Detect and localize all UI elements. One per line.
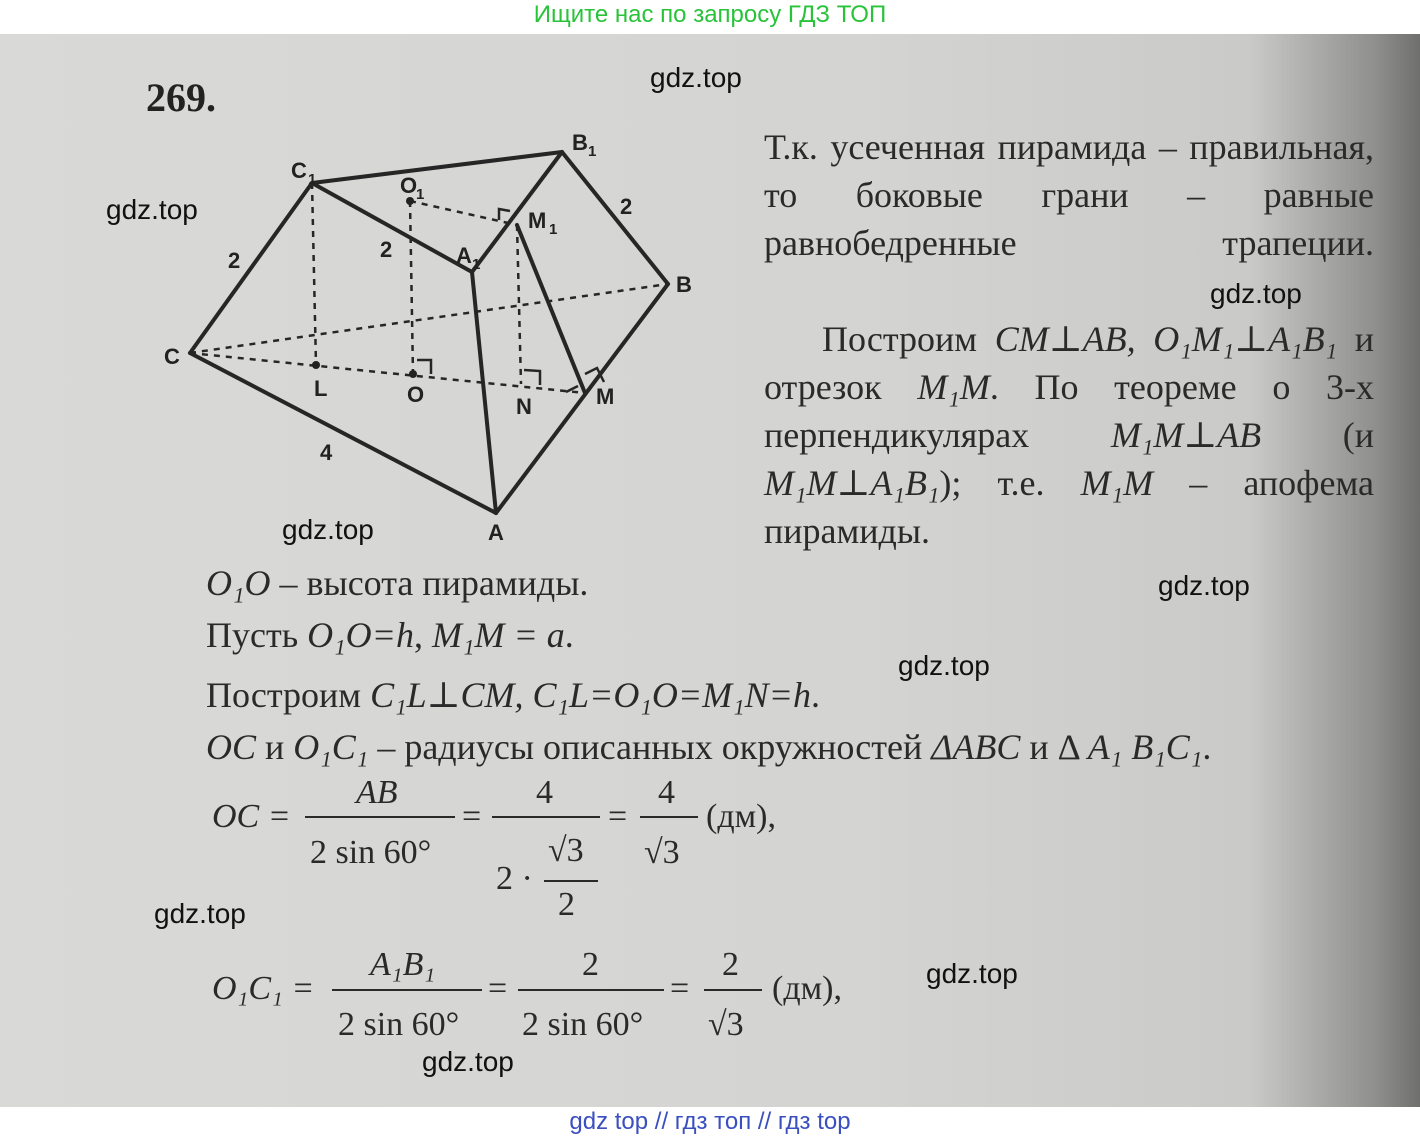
- label-b: B: [676, 272, 692, 297]
- f1-d2-a: 2 ·: [496, 860, 533, 897]
- f1-eq2: =: [608, 798, 628, 835]
- f2-eq2: =: [670, 970, 690, 1007]
- label-edge-b1b: 2: [620, 194, 633, 219]
- f1-bar3: [640, 816, 698, 818]
- p2-f: M₁M⊥A₁B₁: [764, 463, 940, 503]
- right-angle-n: [524, 370, 540, 385]
- watermark: gdz.top: [1158, 570, 1250, 601]
- watermark: gdz.top: [106, 194, 198, 225]
- label-m1-sub: 1: [549, 221, 558, 238]
- paragraph-1-text: Т.к. усеченная пирамида – правильная, то боковые грани – равные равнобедренные трапеции.: [764, 127, 1374, 263]
- l4-a: OC: [206, 727, 257, 767]
- watermark: gdz.top: [650, 62, 742, 93]
- label-b1-sub: 1: [588, 143, 597, 160]
- paragraph-1: [764, 123, 1374, 267]
- textbook-page: [0, 34, 1420, 1107]
- watermark: gdz.top: [926, 958, 1018, 989]
- edge-b1-b: [562, 152, 668, 284]
- label-a: A: [488, 520, 504, 545]
- p2-m1m: M₁M: [917, 367, 990, 407]
- line-radii: [206, 726, 1211, 768]
- line-construct: [206, 674, 820, 716]
- label-n: N: [516, 394, 532, 419]
- f1-d3: √3: [644, 834, 680, 871]
- l4-g: A₁ B₁C₁: [1087, 727, 1203, 767]
- f1-eq1: =: [462, 798, 482, 835]
- label-c1: C: [291, 158, 307, 183]
- edge-c1-b1: [312, 152, 562, 183]
- f1-unit: (дм),: [706, 798, 776, 835]
- f1-d1: 2 sin 60°: [310, 834, 432, 871]
- f2-n2: 2: [582, 946, 599, 983]
- f2-lhs: O₁C₁ =: [212, 970, 315, 1007]
- label-c: C: [164, 344, 180, 369]
- p2-i: – апофема пирамиды.: [764, 463, 1375, 551]
- l4-h: .: [1202, 727, 1212, 767]
- p2-g: ); т.е.: [939, 463, 1081, 503]
- watermark: gdz.top: [898, 650, 990, 681]
- dashed-c1-l: [312, 183, 316, 365]
- l2-c: ,: [413, 615, 432, 655]
- f2-unit: (дм),: [772, 970, 842, 1007]
- pyramid-figure: [150, 129, 730, 589]
- l1-b: – высота пирамиды.: [270, 563, 589, 603]
- f1-bar2: [492, 816, 600, 818]
- l2-a: Пусть: [206, 615, 308, 655]
- p2-c: . По теореме о 3-х перпендикулярах: [764, 367, 1374, 455]
- f2-bar1: [332, 989, 482, 991]
- l2-b: O₁O=h: [307, 615, 414, 655]
- l4-b: и: [256, 727, 294, 767]
- watermark: gdz.top: [1210, 278, 1302, 309]
- f1-n2: 4: [536, 774, 553, 811]
- l4-f: и Δ: [1020, 727, 1088, 767]
- p2-a: Построим: [822, 319, 995, 359]
- l3-a: Построим: [206, 675, 371, 715]
- point-l: [312, 361, 320, 369]
- f1-lhs: OC =: [212, 798, 291, 835]
- label-edge-c1a1: 2: [380, 237, 393, 262]
- label-m1: M: [528, 208, 547, 233]
- dashed-m1-n: [517, 225, 521, 384]
- f2-bar3: [704, 989, 762, 991]
- f2-d1: 2 sin 60°: [338, 1006, 460, 1043]
- label-m: M: [596, 384, 615, 409]
- p2-d: M₁M⊥AB: [1110, 415, 1262, 455]
- label-a1: A: [456, 243, 472, 268]
- l3-b: C₁L⊥CM, C₁L=O₁O=M₁N=h: [370, 675, 811, 715]
- label-a1-sub: 1: [472, 256, 481, 273]
- f2-n3: 2: [722, 946, 739, 983]
- l4-d: – радиусы описанных окружностей: [368, 727, 932, 767]
- dashed-o1-o: [410, 201, 413, 374]
- dashed-c-m: [190, 353, 585, 393]
- f1-bar1: [305, 816, 455, 818]
- f2-bar2: [518, 989, 664, 991]
- l3-c: .: [810, 675, 820, 715]
- p2-e: (и: [1261, 415, 1374, 455]
- f2-n1: A₁B₁: [370, 946, 436, 983]
- p2-h: M₁M: [1080, 463, 1154, 503]
- label-edge-cc1: 2: [228, 248, 241, 273]
- l2-d: M₁M = a: [431, 615, 565, 655]
- label-c1-sub: 1: [308, 171, 317, 188]
- top-banner: Ищите нас по запросу ГДЗ ТОП: [533, 1, 887, 28]
- label-o: O: [407, 382, 425, 407]
- dashed-o1-m1: [410, 201, 517, 225]
- f1-n3: 4: [658, 774, 675, 811]
- f2-d2: 2 sin 60°: [522, 1006, 644, 1043]
- watermark: gdz.top: [154, 898, 246, 929]
- dashed-c-b: [190, 284, 668, 353]
- f1-d2-den: 2: [558, 886, 575, 923]
- watermark: gdz.top: [282, 514, 374, 545]
- edge-c-a: [190, 353, 496, 513]
- label-l: L: [314, 376, 328, 401]
- p2-cm: CM⊥AB, O₁M₁⊥A₁B₁: [994, 319, 1338, 359]
- point-o: [409, 370, 417, 378]
- label-o1: O: [400, 173, 418, 198]
- f2-d3: √3: [708, 1006, 744, 1043]
- l4-e: ΔABC: [931, 727, 1021, 767]
- paragraph-2: [764, 315, 1374, 555]
- line-height-def: [206, 562, 588, 604]
- edge-m1-m: [517, 225, 585, 393]
- label-edge-ca: 4: [320, 440, 333, 465]
- p2-b: и отрезок: [764, 319, 1374, 407]
- l1-a: O₁O: [206, 563, 271, 603]
- bottom-banner: gdz top // гдз топ // гдз top: [569, 1108, 851, 1135]
- line-let: [206, 614, 574, 656]
- f1-n1: AB: [356, 774, 398, 811]
- watermark: gdz.top: [422, 1046, 514, 1077]
- right-angle-m1: [499, 209, 510, 220]
- f2-eq1: =: [488, 970, 508, 1007]
- label-o1-sub: 1: [416, 186, 425, 203]
- f1-d2-num: √3: [548, 832, 584, 869]
- right-angle-o: [417, 360, 431, 374]
- edge-c-c1: [190, 183, 312, 353]
- point-o1: [406, 197, 414, 205]
- problem-number: 269.: [146, 75, 216, 120]
- label-b1: B: [572, 130, 588, 155]
- l4-c: O₁C₁: [293, 727, 369, 767]
- l2-e: .: [564, 615, 574, 655]
- f1-bar2b: [544, 880, 598, 882]
